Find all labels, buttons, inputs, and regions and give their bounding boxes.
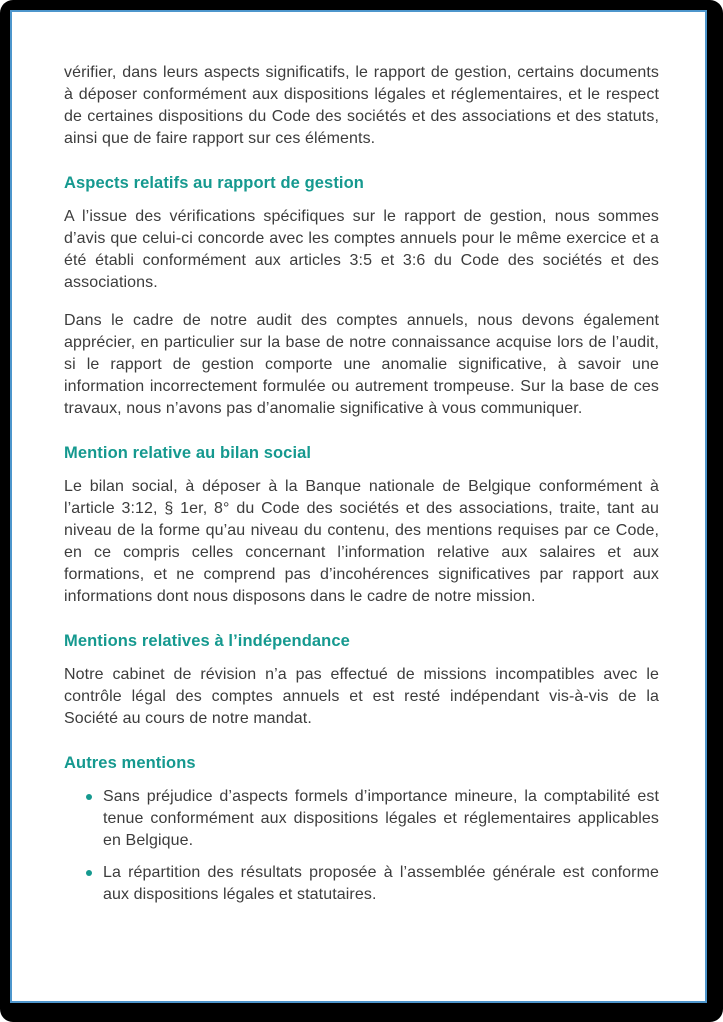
paragraph-independance: Notre cabinet de révision n’a pas effectué de missions incompatibles avec le contrôle légal des comptes annuels et est resté indépendant vis-à-vis de la Société au cours de notre mandat. [64, 666, 659, 727]
paragraph-verifications-specifiques: A l’issue des vérifications spécifiques sur le rapport de gestion, nous sommes d’avis que celui-ci concorde avec les comptes annuels pour le même exercice et a été établi conformément aux articles 3:5 et 3:6 du Code des sociétés et des associations. [64, 208, 659, 291]
section-heading-independance: Mentions relatives à l’indépendance [64, 632, 350, 650]
paragraph-bilan-social: Le bilan social, à déposer à la Banque nationale de Belgique conformément à l’article 3:12, § 1er, 8° du Code des sociétés et des associations, traite, tant au niveau de la forme qu’au niveau du contenu, des mentions requises par ce Code, en ce compris celles concernant l’information relative aux salaires et aux formations, et ne comprend pas d’incohérences significatives par rapport aux informations dont nous disposons dans le cadre de notre mission. [64, 478, 659, 605]
paragraph-audit-anomalie: Dans le cadre de notre audit des comptes annuels, nous devons également apprécier, en particulier sur la base de notre connaissance acquise lors de l’audit, si le rapport de gestion comporte une anomalie significative, à savoir une information incorrectement formulée ou autrement trompeuse. Sur la base de ces travaux, nous n’avons pas d’anomalie significative à vous communiquer. [64, 312, 659, 417]
document-page [10, 10, 707, 1003]
section-heading-autres-mentions: Autres mentions [64, 754, 196, 772]
bullet-dot-icon [86, 870, 92, 876]
section-heading-bilan-social: Mention relative au bilan social [64, 444, 312, 462]
bullet-dot-icon [86, 794, 92, 800]
bullet-list-autres-mentions [64, 786, 659, 906]
bullet-item-comptabilite [86, 786, 659, 852]
bullet-item-text: La répartition des résultats proposée à l’assemblée générale est conforme aux dispositions légales et statutaires. [103, 864, 659, 903]
paragraph-report-scope: vérifier, dans leurs aspects significatifs, le rapport de gestion, certains documents à déposer conformément aux dispositions légales et réglementaires, et le respect de certaines dispositions du Code des sociétés et des associations et des statuts, ainsi que de faire rapport sur ces éléments. [64, 64, 659, 147]
bullet-item-repartition-resultats [86, 862, 659, 906]
section-heading-rapport-de-gestion: Aspects relatifs au rapport de gestion [64, 174, 364, 192]
bullet-item-text: Sans préjudice d’aspects formels d’importance mineure, la comptabilité est tenue conformément aux dispositions légales et réglementaires applicables en Belgique. [103, 788, 659, 849]
